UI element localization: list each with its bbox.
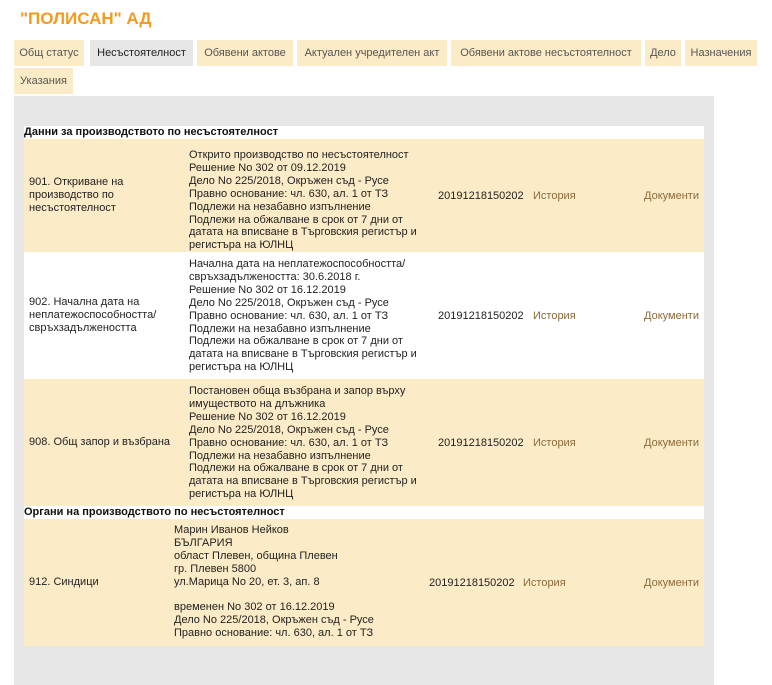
documents-link[interactable]: Документи bbox=[644, 189, 699, 202]
section-heading: Органи на производството по несъстоятелност bbox=[24, 506, 704, 519]
entry-description: Открито производство по несъстоятелност Решение No 302 от 09.12.2019 Дело No 225/2018, Окръжен съд - Русе Правно основание: чл. 630, ал. 1 от ТЗ Подлежи на незабавно изпълнение Подлежи на обжалване в срок от 7 дни от датата на вписване в Търговския регистър и регистъра на ЮЛНЦ bbox=[189, 149, 417, 252]
tab-announced-acts[interactable]: Обявени актове bbox=[197, 40, 293, 66]
entry-code: 20191218150202 bbox=[438, 436, 524, 449]
history-link[interactable]: История bbox=[533, 189, 576, 202]
history-link[interactable]: История bbox=[523, 576, 566, 589]
tab-instructions[interactable]: Указания bbox=[14, 68, 73, 94]
tab-case[interactable]: Дело bbox=[645, 40, 681, 66]
documents-link[interactable]: Документи bbox=[644, 436, 699, 449]
table-row bbox=[24, 519, 704, 646]
tab-general-status[interactable]: Общ статус bbox=[14, 40, 84, 66]
entry-code: 20191218150202 bbox=[438, 309, 524, 322]
insolvency-table bbox=[24, 126, 704, 646]
entry-name: 902. Начална дата на неплатежоспособността/ свръхзадължеността bbox=[29, 296, 157, 334]
table-row bbox=[24, 252, 704, 379]
table-row bbox=[24, 379, 704, 506]
tab-insolvency[interactable]: Несъстоятелност bbox=[90, 40, 193, 66]
history-link[interactable]: История bbox=[533, 436, 576, 449]
tab-appointments[interactable]: Назначения bbox=[685, 40, 757, 66]
tab-announced-insolvency-acts[interactable]: Обявени актове несъстоятелност bbox=[451, 40, 641, 66]
entry-description: Марин Иванов Нейков БЪЛГАРИЯ област Плевен, община Плевен гр. Плевен 5800 ул.Марица No 20, ет. 3, ап. 8 временен No 302 от 16.12.2019 Дело No 225/2018, Окръжен съд - Русе Правно основание: чл. 630, ал. 1 от ТЗ bbox=[174, 524, 374, 640]
entry-description: Начална дата на неплатежоспособността/ свръхзадължеността: 30.6.2018 г. Решение No 302 от 16.12.2019 Дело No 225/2018, Окръжен съд - Русе Правно основание: чл. 630, ал. 1 от ТЗ Подлежи на незабавно изпълнение Подлежи на обжалване в срок от 7 дни от датата на вписване в Търговския регистър и регистъра на ЮЛНЦ bbox=[189, 258, 417, 374]
history-link[interactable]: История bbox=[533, 309, 576, 322]
entry-code: 20191218150202 bbox=[429, 576, 515, 589]
table-row bbox=[24, 139, 704, 252]
entry-code: 20191218150202 bbox=[438, 189, 524, 202]
entry-name: 912. Синдици bbox=[29, 576, 99, 588]
company-title: "ПОЛИСАН" АД bbox=[20, 9, 152, 28]
content-panel bbox=[14, 96, 714, 685]
entry-description: Постановен обща възбрана и запор върху имуществото на длъжника Решение No 302 от 16.12.2019 Дело No 225/2018, Окръжен съд - Русе Правно основание: чл. 630, ал. 1 от ТЗ Подлежи на незабавно изпълнение Подлежи на обжалване в срок от 7 дни от датата на вписване в Търговския регистър и регистъра на ЮЛНЦ bbox=[189, 385, 417, 501]
section-heading: Данни за производството по несъстоятелност bbox=[24, 126, 704, 139]
documents-link[interactable]: Документи bbox=[644, 309, 699, 322]
entry-name: 908. Общ запор и възбрана bbox=[29, 436, 171, 448]
tab-current-founding-act[interactable]: Актуален учредителен акт bbox=[297, 40, 447, 66]
documents-link[interactable]: Документи bbox=[644, 576, 699, 589]
entry-name: 901. Откриване на производство по несъстоятелност bbox=[29, 176, 124, 214]
